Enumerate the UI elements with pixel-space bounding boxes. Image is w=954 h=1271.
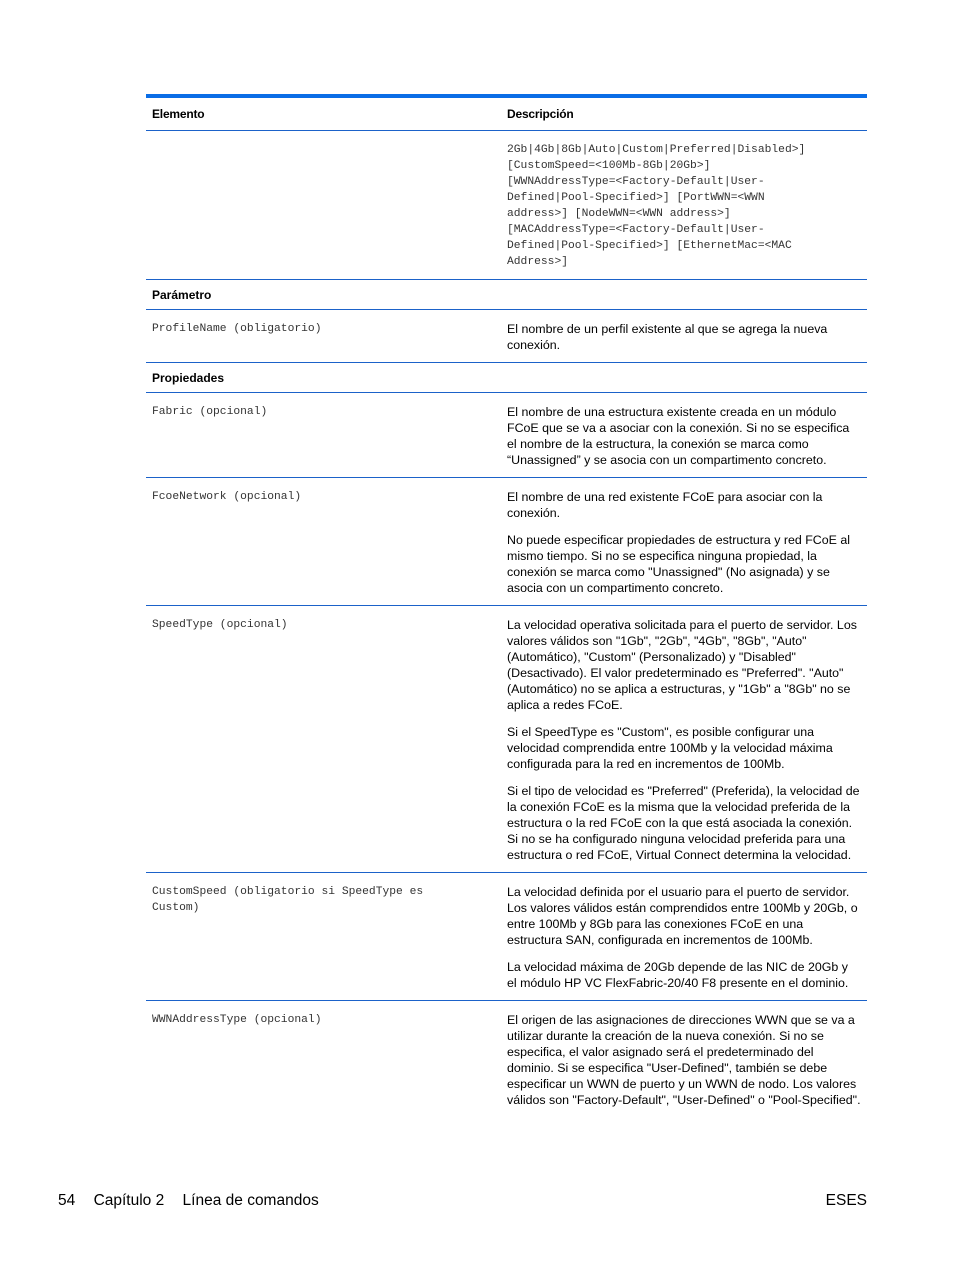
section-propiedades <box>146 363 867 393</box>
page-number: 54 <box>58 1192 76 1209</box>
param-name: ProfileName (obligatorio) <box>152 323 322 335</box>
table-row <box>146 393 867 478</box>
table-header-row <box>146 98 867 131</box>
syntax-text: 2Gb|4Gb|8Gb|Auto|Custom|Preferred|Disabled>] [CustomSpeed=<100Mb-8Gb|20Gb>] [WWNAddressType=<Factory-Default|User- Defined|Pool-Specified>] [PortWWN=<WWN address>] [NodeWWN=<WWN address>] [MACAddressType=<Factory-Default|User- Defined|Pool-Specified>] [EthernetMac=<MAC Address>] <box>507 144 806 268</box>
header-element: Elemento <box>152 107 205 121</box>
table-row <box>146 606 867 873</box>
param-name: Fabric (opcional) <box>152 406 268 418</box>
section-parametro <box>146 280 867 310</box>
param-name: WWNAddressType (opcional) <box>152 1014 322 1026</box>
param-description: El nombre de una estructura existente creada en un módulo FCoE que se va a asociar con la conexión. Si no se especifica el nombre de la estructura, la conexión se marca como “Unassigned” y se asocia con un compartimento concreto. <box>507 405 850 467</box>
param-description: El origen de las asignaciones de direcciones WWN que se va a utilizar durante la creación de la nueva conexión. Si no se especifica, el valor asignado será el predeterminado del dominio. Si se especifica "User-Defined", también se debe especificar un WWN de puerto y un WWN de nodo. Los valores válidos son "Factory-Default", "User-Defined" o "Pool-Specified". <box>507 1013 861 1107</box>
parameter-table <box>146 94 867 1117</box>
param-description: El nombre de una red existente FCoE para asociar con la conexión. No puede especificar propiedades de estructura y red FCoE al mismo tiempo. Si no se especifica ninguna propiedad, la conexión se marca como "Unassigned" (No asignada) y se asocia con un compartimento concreto. <box>507 490 850 595</box>
header-description: Descripción <box>507 107 574 121</box>
chapter-label: Capítulo 2 <box>93 1192 165 1209</box>
param-description: La velocidad operativa solicitada para el puerto de servidor. Los valores válidos son "1Gb", "2Gb", "4Gb", "8Gb", "Auto" (Automático), "Custom" (Personalizado) y "Disabled" (Desactivado). El valor predeterminado es "Preferred". "Auto" (Automático) no se aplica a estructuras, y "1Gb" a "8Gb" no se aplica a redes FCoE. Si el SpeedType es "Custom", es posible configurar una velocidad comprendida entre 100Mb y la velocidad máxima configurada para la red en incrementos de 100Mb. Si el tipo de velocidad es "Preferred" (Preferida), la velocidad de la conexión FCoE es la misma que la velocidad preferida de la estructura o la red FCoE con la que está asociada la conexión. Si no se ha configurado ninguna velocidad preferida para una estructura o red FCoE, Virtual Connect determina la velocidad. <box>507 618 860 862</box>
param-name: SpeedType (opcional) <box>152 619 288 631</box>
param-name: CustomSpeed (obligatorio si SpeedType es Custom) <box>152 886 430 914</box>
section-label: Propiedades <box>152 370 225 385</box>
param-description: La velocidad definida por el usuario para el puerto de servidor. Los valores válidos están comprendidos entre 100Mb y 20Gb, o entre 100Mb y 8Gb para las conexiones FCoE en una estructura SAN, configurada en incrementos de 100Mb. La velocidad máxima de 20Gb depende de las NIC de 20Gb y el módulo HP VC FlexFabric-20/40 F8 presente en el dominio. <box>507 885 858 990</box>
chapter-title: Línea de comandos <box>182 1192 319 1209</box>
param-description: El nombre de un perfil existente al que se agrega la nueva conexión. <box>507 322 828 352</box>
page-footer <box>58 1192 867 1210</box>
locale-label: ESES <box>825 1192 867 1209</box>
table-row <box>146 873 867 1001</box>
param-name: FcoeNetwork (opcional) <box>152 491 302 503</box>
table-row <box>146 478 867 606</box>
section-label: Parámetro <box>152 287 212 302</box>
syntax-row <box>146 131 867 280</box>
table-row <box>146 1001 867 1117</box>
table-row <box>146 310 867 363</box>
